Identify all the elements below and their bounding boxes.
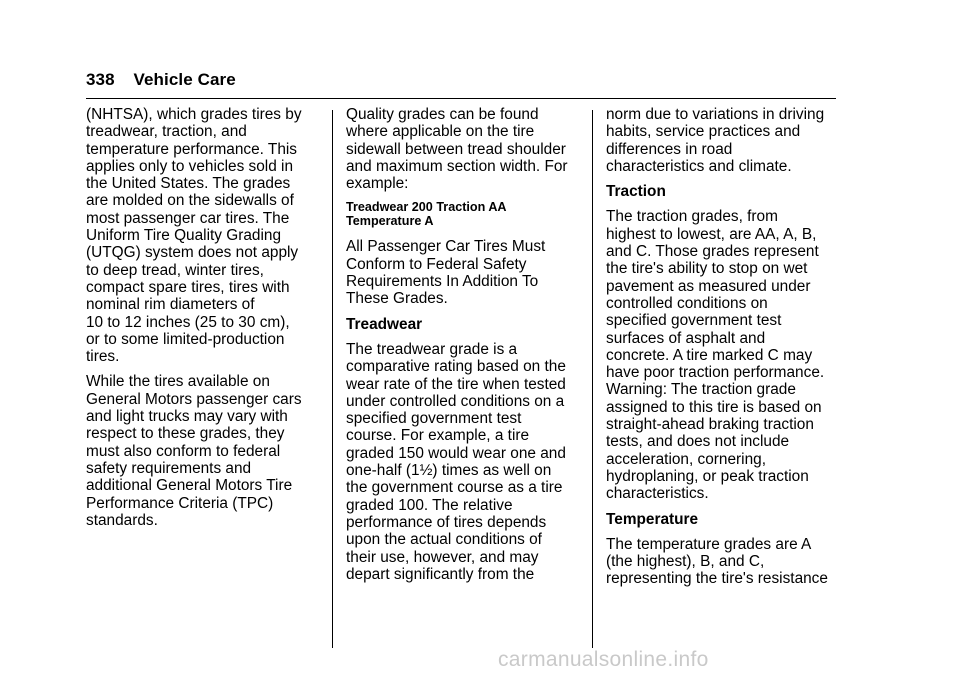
text-line: and C. Those grades represent [606, 243, 819, 261]
text-line: additional General Motors Tire [86, 477, 293, 495]
heading-temperature: Temperature [606, 510, 699, 528]
text-line: safety requirements and [86, 459, 252, 477]
column-3 [606, 106, 846, 596]
text-line: their use, however, and may [346, 548, 539, 566]
text-line: nominal rim diameters of [86, 296, 255, 314]
text-line: concrete. A tire marked C may [606, 346, 813, 364]
paragraph [606, 208, 846, 502]
text-line: acceleration, cornering, [606, 450, 766, 468]
heading-traction: Traction [606, 183, 666, 201]
text-line: Warning: The traction grade [606, 381, 796, 399]
text-line: Uniform Tire Quality Grading [86, 227, 282, 245]
text-line: (the highest), B, and C, [606, 553, 765, 571]
text-line: Performance Criteria (TPC) [86, 494, 274, 512]
page-header [86, 70, 236, 90]
text-line: graded 100. The relative [346, 496, 513, 514]
text-line: have poor traction performance. [606, 364, 825, 382]
text-line: hydroplaning, or peak traction [606, 467, 809, 485]
text-line: controlled conditions on [606, 294, 768, 312]
column-divider-2 [592, 110, 593, 648]
section-title: Vehicle Care [133, 70, 236, 89]
text-line: and maximum section width. For [346, 157, 568, 175]
text-line: the United States. The grades [86, 175, 291, 193]
text-line: surfaces of asphalt and [606, 329, 766, 347]
paragraph [86, 106, 321, 365]
text-line: comparative rating based on the [346, 358, 566, 376]
text-line: temperature performance. This [86, 140, 298, 158]
text-line: representing the tire's resistance [606, 570, 828, 588]
text-line: where applicable on the tire [346, 123, 535, 141]
text-line: course. For example, a tire [346, 427, 530, 445]
paragraph [606, 536, 846, 588]
text-line: tires. [86, 348, 120, 366]
text-line: to deep tread, winter tires, [86, 261, 264, 279]
text-line: The temperature grades are A [606, 535, 812, 553]
text-line: Requirements In Addition To [346, 273, 539, 291]
heading-treadwear: Treadwear [346, 315, 423, 333]
text-line: or to some limited-production [86, 330, 285, 348]
example-grade [346, 200, 584, 228]
text-line: upon the actual conditions of [346, 531, 542, 549]
text-line: most passenger car tires. The [86, 209, 290, 227]
text-line: norm due to variations in driving [606, 106, 825, 123]
text-line: Quality grades can be found [346, 106, 539, 123]
text-line: respect to these grades, they [86, 425, 285, 443]
text-line: the government course as a tire [346, 479, 563, 497]
text-line: performance of tires depends [346, 513, 547, 531]
paragraph [346, 238, 584, 307]
paragraph [86, 373, 321, 529]
watermark: carmanualsonline.info [498, 648, 709, 671]
text-line: differences in road [606, 140, 733, 158]
paragraph [346, 341, 584, 583]
text-line: sidewall between tread shoulder [346, 140, 566, 158]
text-line: are molded on the sidewalls of [86, 192, 294, 210]
text-line: pavement as measured under [606, 277, 811, 295]
text-line: one-half (1½) times as well on [346, 462, 552, 480]
text-line: graded 150 would wear one and [346, 444, 566, 462]
text-line: Temperature A [346, 214, 434, 229]
text-line: applies only to vehicles sold in [86, 157, 294, 175]
paragraph [346, 106, 584, 192]
text-line: characteristics. [606, 485, 709, 503]
text-line: Treadwear 200 Traction AA [346, 200, 507, 215]
text-line: highest to lowest, are AA, A, B, [606, 225, 817, 243]
text-line: must also conform to federal [86, 442, 281, 460]
text-line: The traction grades, from [606, 208, 778, 226]
text-line: standards. [86, 511, 158, 529]
text-line: example: [346, 175, 409, 193]
text-line: (UTQG) system does not apply [86, 244, 299, 262]
text-line: assigned to this tire is based on [606, 398, 822, 416]
text-line: The treadwear grade is a [346, 340, 518, 358]
text-line: While the tires available on [86, 373, 270, 391]
text-line: All Passenger Car Tires Must [346, 238, 546, 256]
text-line: General Motors passenger cars [86, 390, 302, 408]
column-2 [346, 106, 584, 591]
text-line: Conform to Federal Safety [346, 255, 527, 273]
text-line: straight-ahead braking traction [606, 416, 814, 434]
text-line: depart significantly from the [346, 565, 535, 583]
text-line: specified government test [606, 312, 782, 330]
text-line: wear rate of the tire when tested [346, 375, 566, 393]
text-line: tests, and does not include [606, 433, 790, 451]
text-line: specified government test [346, 410, 522, 428]
text-line: habits, service practices and [606, 123, 801, 141]
text-line: 10 to 12 inches (25 to 30 cm), [86, 313, 290, 331]
text-line: characteristics and climate. [606, 157, 792, 175]
paragraph [606, 106, 846, 175]
text-line: These Grades. [346, 290, 448, 308]
text-line: the tire's ability to stop on wet [606, 260, 808, 278]
text-line: compact spare tires, tires with [86, 278, 290, 296]
text-line: (NHTSA), which grades tires by [86, 106, 302, 123]
text-line: treadwear, traction, and [86, 123, 247, 141]
text-line: and light trucks may vary with [86, 408, 288, 426]
column-1 [86, 106, 321, 537]
header-rule [86, 98, 836, 99]
page-number: 338 [86, 70, 115, 89]
text-line: under controlled conditions on a [346, 392, 565, 410]
column-divider-1 [332, 110, 333, 648]
